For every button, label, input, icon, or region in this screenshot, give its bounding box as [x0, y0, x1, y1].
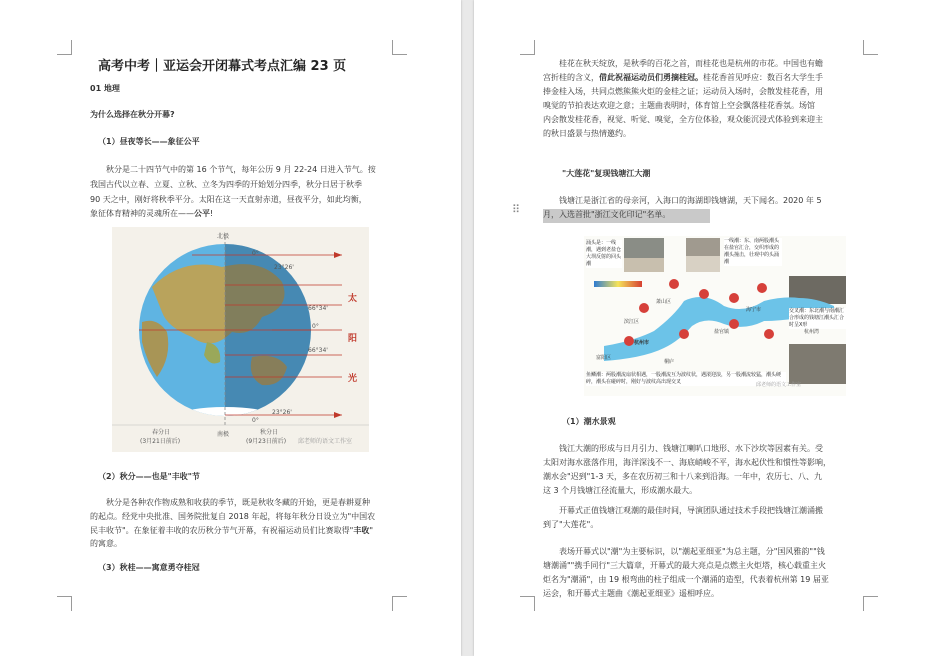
sun-text: 阳	[348, 334, 358, 344]
tide-marker	[679, 329, 689, 339]
crop-mark	[57, 40, 72, 55]
emphasis-text: 公平	[194, 209, 210, 218]
tide-marker	[624, 336, 634, 346]
text-run: "	[369, 526, 374, 535]
paragraph-line: 捧金桂入场，共同点燃熊熊火炬的金桂之证；运动员入场时，会散发桂花香，用	[543, 87, 823, 96]
place-label: 滨江区	[624, 319, 640, 325]
text-run: 宫折桂的含义，	[543, 73, 599, 82]
paragraph-line: 内会散发桂花香，视觉、听觉、嗅觉，全方位体验，观众能沉浸式体验到来迎主	[543, 115, 823, 124]
subheading: "大莲花"复现钱塘江大潮	[562, 169, 651, 178]
paragraph-line	[543, 70, 823, 85]
angle-label: 66°34'	[308, 305, 328, 312]
tide-marker	[729, 293, 739, 303]
text-run: 桂花香首见呼应：数百名大学生手	[703, 73, 823, 82]
crop-mark	[863, 40, 878, 55]
place-label: 杭州湾	[804, 329, 820, 335]
spring-equinox-date: (3月21日前后)	[140, 438, 181, 445]
paragraph-line: 秋分是各种农作物成熟和收获的季节，既是秋收冬藏的开始，更是春耕夏种	[106, 498, 370, 507]
paragraph-line: 的起点。经党中央批准、国务院批复自 2018 年起，将每年秋分日设立为"中国农	[90, 512, 376, 521]
tide-marker	[699, 289, 709, 299]
crop-mark	[520, 596, 535, 611]
paragraph-line: 潮水会"迟到"1-3 天，多在农历初三和十八来到沿海。一年中，农历七、八、九	[543, 472, 822, 481]
document-page-left	[0, 0, 461, 656]
equinox-earth-figure	[112, 227, 369, 452]
paragraph-line: 表场开幕式以"潮"为主要标识，以"潮起亚细亚"为总主题，分"国风雅韵""钱	[559, 547, 825, 556]
tide-marker	[729, 319, 739, 329]
qiantang-tide-map-figure	[584, 236, 846, 396]
emphasis-text: 借此祝福运动员们勇摘桂冠。	[599, 73, 703, 82]
paragraph-line: 太阳对海水涨落作用，海洋深浅不一、海底峭峻不平，海水起伏性和惯性等影响，	[543, 458, 831, 467]
city-label: 杭州市	[634, 340, 650, 346]
sun-text: 太	[348, 294, 358, 304]
paragraph-line: 塘潮涌""携手同行"三大篇章，开幕式的最大亮点是点燃主火炬塔，核心载重主火	[543, 561, 827, 570]
subheading: （3）秋桂——寓意勇夺桂冠	[98, 563, 200, 572]
south-pole-label: 南极	[217, 431, 230, 438]
spring-equinox-label: 春分日	[152, 429, 171, 436]
crop-mark	[520, 40, 535, 55]
place-label: 萧山区	[656, 299, 672, 305]
paragraph-line: 到了"大莲花"。	[543, 520, 599, 529]
document-title: 高考中考｜亚运会开闭幕式考点汇编 23 页	[98, 59, 347, 74]
earth-diagram	[112, 227, 369, 452]
paragraph-line: 钱江大潮的形成与日月引力、钱塘江喇叭口地形、水下沙坎等因素有关。受	[559, 444, 823, 453]
subheading: （1）昼夜等长——象征公平	[98, 137, 200, 146]
text-run: 民丰收节"。在象征着丰收的农历秋分节气开幕，有祝福运动员们比赛取得"	[90, 526, 354, 535]
tide-caption: 鱼鳞潮：两股潮流扇状相遇，一股潮流互为波纹状，遇滚迎浪，另一股潮流较猛，潮头硬碎，潮头在碰碎时，刚好与波纹高出现交叉	[586, 372, 786, 386]
angle-label: 0°	[252, 417, 259, 424]
place-label: 富阳区	[596, 355, 612, 361]
angle-label: 0°	[252, 250, 259, 257]
subheading: （1）潮水景观	[562, 417, 616, 426]
angle-label: 0°	[312, 323, 319, 330]
tide-caption: 交叉潮：东北潮与南潮汇合形成的钱塘江潮头汇合时呈X形	[789, 308, 845, 328]
paragraph-line: 的寓意。	[90, 539, 122, 548]
crop-mark	[57, 596, 72, 611]
figure-watermark: 邱老师的语文工作室	[756, 382, 802, 388]
tide-photo-water	[624, 258, 664, 272]
paragraph-line: 我国古代以立春、立夏、立秋、立冬为四季的开始划分四季，秋分日居于秋季	[90, 180, 362, 189]
tide-caption: 一线潮：东、南两股潮头在盐官汇合，交织形成的潮头撞击，壮观中的头涌潮	[724, 238, 782, 266]
paragraph-line: 秋分是二十四节气中的第 16 个节气，每年公历 9 月 22-24 日进入节气。按	[106, 165, 376, 174]
paragraph-line	[90, 523, 373, 538]
ray-arrow	[334, 252, 342, 258]
emphasis-text: 丰收	[353, 526, 370, 535]
night-side	[225, 227, 325, 452]
autumn-equinox-date: (9月23日前后)	[246, 438, 287, 445]
highlighted-selection[interactable]: 月，入选首批"浙江文化印记"名单。	[543, 209, 710, 223]
paragraph-line: 这 3 个月钱塘江径流量大，形成潮水最大。	[543, 486, 698, 495]
paragraph-line	[543, 207, 710, 222]
tide-marker	[757, 283, 767, 293]
angle-label: 23°26'	[274, 264, 294, 271]
crop-mark	[392, 596, 407, 611]
tide-caption: 涌头是：一线潮，遇到老盐仓大坝反射的回头潮	[586, 240, 622, 267]
tide-photo-water	[686, 256, 720, 272]
paragraph-line: 90 天之中，刚好将秋季平分。太阳在这一天直射赤道，昼夜平分，如此均衡，	[90, 195, 367, 204]
autumn-equinox-label: 秋分日	[260, 429, 279, 436]
paragraph-line	[90, 206, 213, 221]
paragraph-line: 桂花在秋天绽放，是秋季的百花之首，而桂花也是杭州的市花。中国也有蟾	[559, 59, 823, 68]
north-pole-label: 北极	[217, 233, 230, 240]
place-label: 海宁市	[746, 307, 762, 313]
text-run: 象征体育精神的灵魂所在——	[90, 209, 194, 218]
tide-marker	[764, 329, 774, 339]
paragraph-line: 运会，和开幕式主题曲《潮起亚细亚》遥相呼应。	[543, 589, 719, 598]
place-label: 桐庐	[664, 359, 675, 365]
tide-photo	[789, 344, 846, 384]
drag-handle-icon[interactable]: ⠿	[512, 203, 521, 216]
question-heading: 为什么选择在秋分开幕?	[90, 110, 175, 119]
paragraph-line: 的秋日盛景与热情邀约。	[543, 129, 631, 138]
subheading: （2）秋分——也是"丰收"节	[98, 472, 200, 481]
map-legend	[594, 281, 642, 287]
figure-watermark: 邱老师的语文工作室	[298, 438, 353, 445]
paragraph-line: 炬名为"潮涌"，由 19 根弯曲的柱子组成一个潮涌的造型，代表着杭州第 19 届亚	[543, 575, 829, 584]
paragraph-line: 钱塘江是浙江省的母亲河，入海口的海湖即钱塘湖，天下闻名。2020 年 5	[559, 196, 822, 205]
section-heading: 01 地理	[90, 84, 120, 93]
tide-marker	[669, 279, 679, 289]
place-label: 盐官镇	[714, 329, 730, 335]
crop-mark	[392, 40, 407, 55]
tide-marker	[639, 303, 649, 313]
text-run: !	[210, 209, 214, 218]
paragraph-line: 开幕式正值钱塘江观潮的最佳时间，导演团队通过技术手段把钱塘江潮涌搬	[559, 506, 823, 515]
sun-text: 光	[348, 374, 358, 384]
paragraph-line: 嗅觉的节拍表达欢迎之意；主题曲表明时，体育馆上空会飘落桂花香氛。场馆	[543, 101, 815, 110]
crop-mark	[863, 596, 878, 611]
angle-label: 66°34'	[308, 347, 328, 354]
ray-arrow	[334, 412, 342, 418]
angle-label: 23°26'	[272, 409, 292, 416]
